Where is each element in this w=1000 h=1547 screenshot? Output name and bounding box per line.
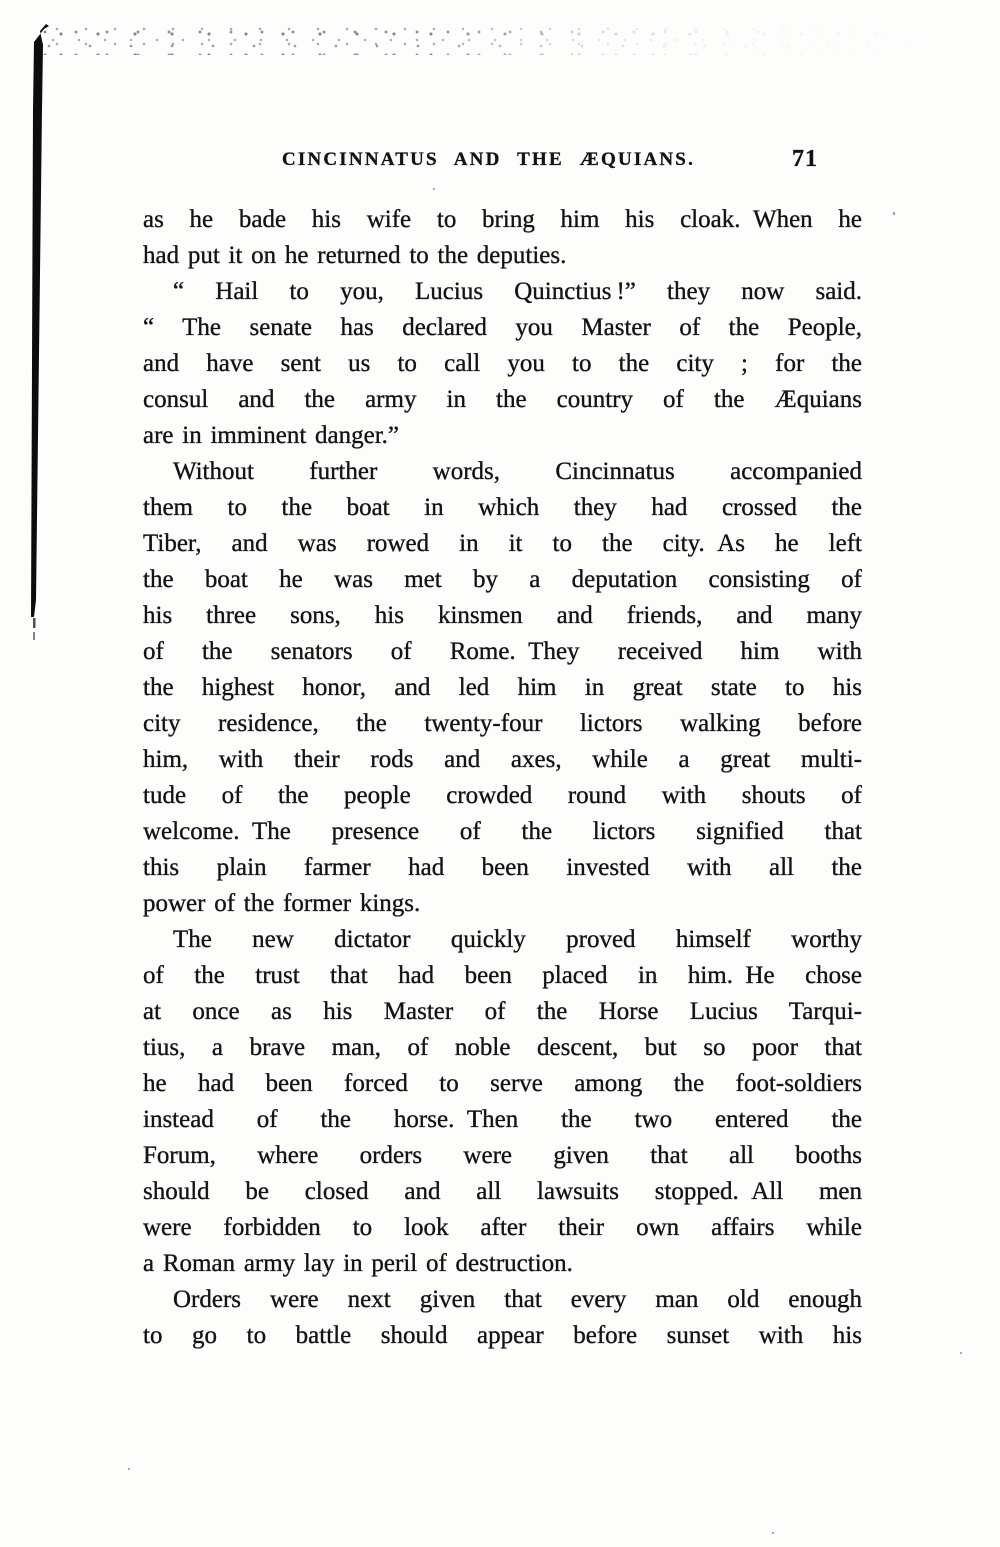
text-line: the highest honor, and led him in great state to his <box>143 674 862 701</box>
text-line: him, with their rods and axes, while a great multi- <box>143 746 862 773</box>
running-header <box>143 146 862 179</box>
text-line: his three sons, his kinsmen and friends, and many <box>143 602 862 629</box>
page-number: 71 <box>792 146 818 172</box>
text-line: Without further words, Cincinnatus accompanied <box>173 458 862 485</box>
text-line: were forbidden to look after their own affairs while <box>143 1214 862 1241</box>
text-line: he had been forced to serve among the foot-soldiers <box>143 1070 862 1097</box>
text-line: Forum, where orders were given that all booths <box>143 1142 862 1169</box>
text-line: tius, a brave man, of noble descent, but so poor that <box>143 1034 862 1061</box>
text-line: instead of the horse. Then the two entered the <box>143 1106 862 1133</box>
text-line: of the trust that had been placed in him. He chose <box>143 962 862 989</box>
speck <box>960 1352 962 1354</box>
text-line: “ Hail to you, Lucius Quinctius !” they now said. <box>173 278 862 305</box>
text-line: at once as his Master of the Horse Lucius Tarqui- <box>143 998 862 1025</box>
page-body <box>143 202 862 1354</box>
text-line: The new dictator quickly proved himself worthy <box>173 926 862 953</box>
text-line: as he bade his wife to bring him his cloak. When he <box>143 206 862 233</box>
text-line: Orders were next given that every man old enough <box>173 1286 862 1313</box>
speck <box>433 188 435 190</box>
binding-edge-mark <box>0 0 70 660</box>
text-line: had put it on he returned to the deputies. <box>143 242 567 269</box>
text-line: “ The senate has declared you Master of the People, <box>143 314 862 341</box>
text-line: consul and the army in the country of the Æquians <box>143 386 862 413</box>
text-line: to go to battle should appear before sunset with his <box>143 1322 862 1349</box>
speck <box>128 1468 130 1470</box>
page-title: CINCINNATUS AND THE ÆQUIANS. <box>281 149 696 170</box>
speck <box>772 1532 774 1534</box>
text-line: welcome. The presence of the lictors signified that <box>143 818 862 845</box>
text-line: the boat he was met by a deputation consisting of <box>143 566 862 593</box>
text-line: this plain farmer had been invested with all the <box>143 854 862 881</box>
text-line: and have sent us to call you to the city ; for the <box>143 350 862 377</box>
speck <box>893 212 895 215</box>
text-line: of the senators of Rome. They received him with <box>143 638 862 665</box>
text-line: tude of the people crowded round with shouts of <box>143 782 862 809</box>
text-line: city residence, the twenty-four lictors walking before <box>143 710 862 737</box>
text-line: a Roman army lay in peril of destruction. <box>143 1250 573 1277</box>
text-line: are in imminent danger.” <box>143 422 400 449</box>
text-line: them to the boat in which they had crossed the <box>143 494 862 521</box>
text-line: power of the former kings. <box>143 890 421 917</box>
scan-noise-strip <box>42 27 962 55</box>
text-line: should be closed and all lawsuits stopped. All men <box>143 1178 862 1205</box>
text-line: Tiber, and was rowed in it to the city. As he left <box>143 530 862 557</box>
